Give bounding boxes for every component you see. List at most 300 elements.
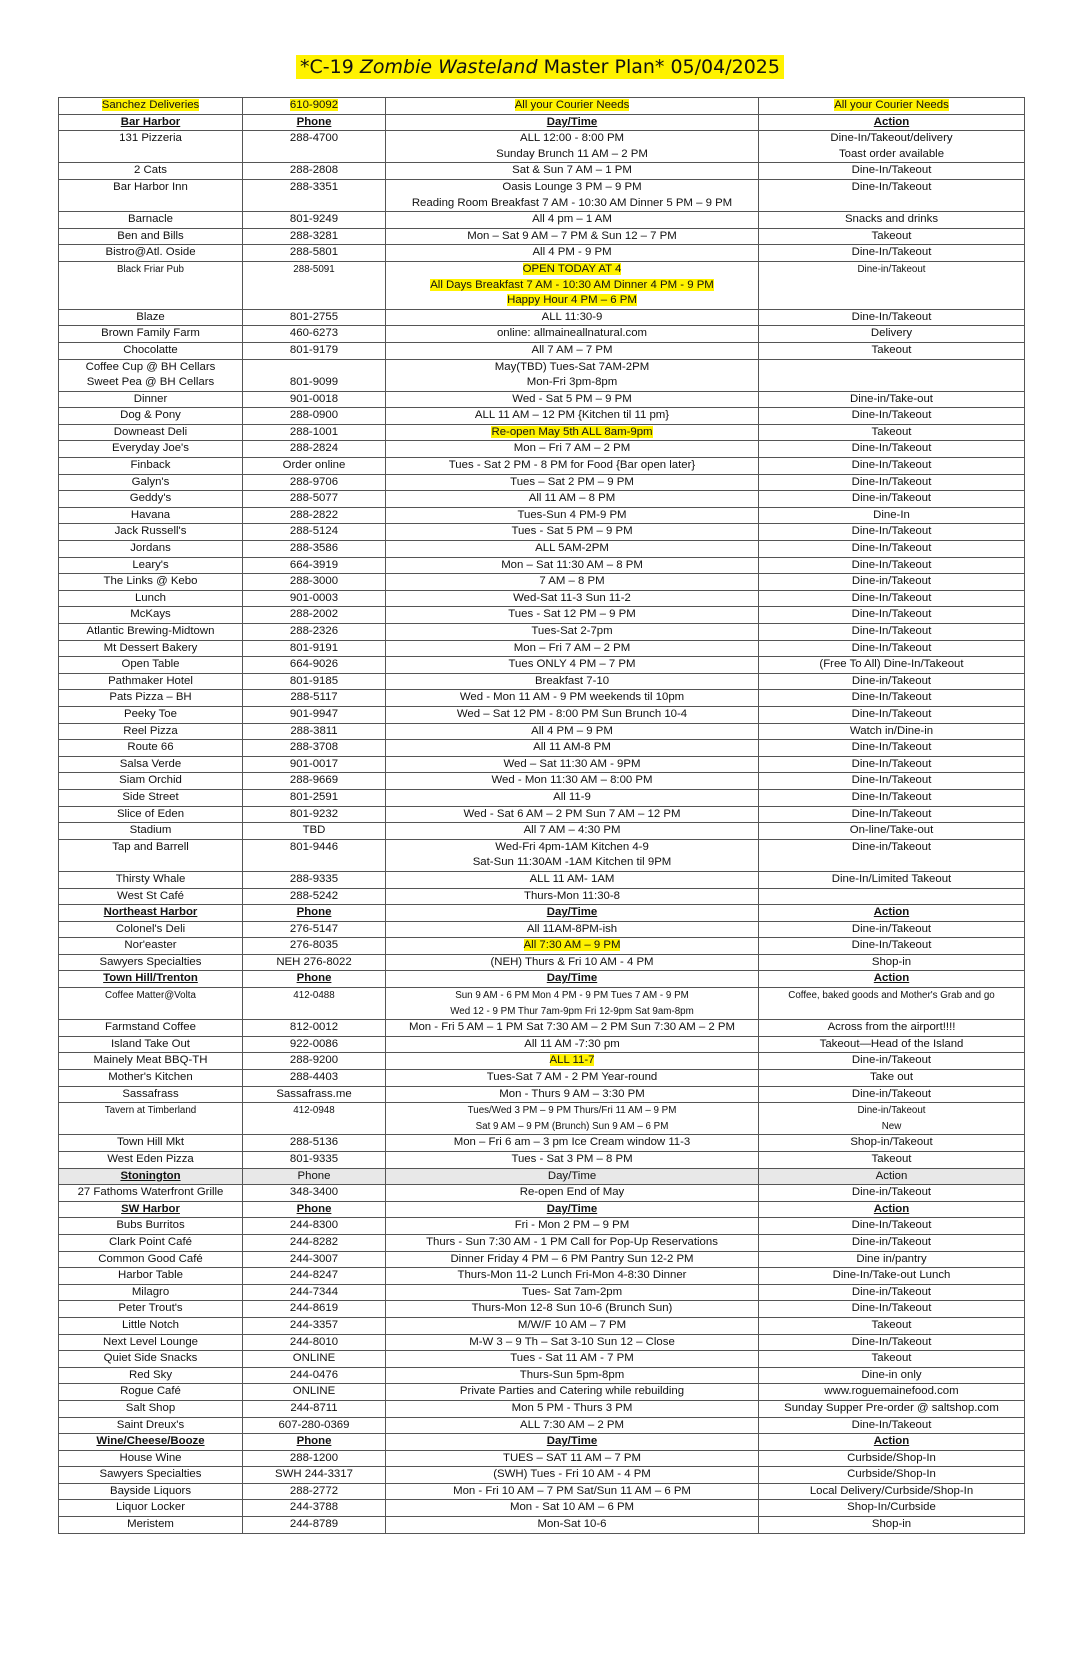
cell-line: Toast order available <box>838 147 945 160</box>
cell-line: All Days Breakfast 7 AM - 10:30 AM Dinner 4 PM - 9 PM <box>430 278 714 291</box>
cell-line: Dine-In/Takeout <box>851 542 932 555</box>
phone-cell <box>243 1317 386 1334</box>
cell-line: 288-3000 <box>289 575 339 588</box>
cell-line: Dine-In/Takeout <box>851 1418 932 1431</box>
table-row <box>59 1086 1025 1103</box>
action-cell <box>759 541 1025 558</box>
phone-cell <box>243 690 386 707</box>
cell-line: Phone <box>297 1169 331 1182</box>
table-row <box>59 131 1025 163</box>
day-time-cell <box>386 607 759 624</box>
cell-line: Sat 9 AM – 9 PM (Brunch) Sun 9 AM – 6 PM <box>475 1120 669 1132</box>
phone-cell <box>243 309 386 326</box>
business-name-cell <box>59 131 243 163</box>
cell-line: Dine-In/Takeout <box>851 807 932 820</box>
cell-line: 7 AM – 8 PM <box>539 575 605 588</box>
cell-line: The Links @ Kebo <box>103 575 198 588</box>
cell-line: online: allmaineallnatural.com <box>496 327 648 340</box>
cell-line: Salt Shop <box>125 1401 176 1414</box>
action-cell <box>759 1367 1025 1384</box>
business-name-cell <box>59 756 243 773</box>
action-cell <box>759 1500 1025 1517</box>
cell-line: ONLINE <box>292 1352 336 1365</box>
cell-line: All 4 PM - 9 PM <box>532 246 612 259</box>
cell-line: Takeout <box>871 1153 912 1165</box>
cell-line: Delivery <box>870 327 913 340</box>
business-name-cell <box>59 1384 243 1401</box>
cell-line: 801-9191 <box>289 641 339 654</box>
cell-line: Jordans <box>130 542 171 555</box>
business-name-cell <box>59 261 243 309</box>
cell-line: Wed – Sat 11:30 AM - 9PM <box>503 757 641 770</box>
cell-line: Dine-In/Takeout <box>851 707 932 720</box>
cell-line: 288-5124 <box>289 525 339 538</box>
cell-line: Tues ONLY 4 PM – 7 PM <box>508 658 636 671</box>
cell-line: Bar Harbor Inn <box>113 180 188 193</box>
table-row <box>59 640 1025 657</box>
day-time-cell <box>386 657 759 674</box>
cell-line: 244-8282 <box>289 1235 339 1248</box>
cell-line: Dine-In/Limited Takeout <box>831 872 952 885</box>
cell-line: Shop-in <box>871 955 912 968</box>
cell-line: Open Table <box>121 658 180 671</box>
day-time-cell <box>386 756 759 773</box>
phone-cell <box>243 740 386 757</box>
section-header-row <box>59 971 1025 988</box>
cell-line: 288-3708 <box>289 741 339 754</box>
table-body <box>59 98 1025 1534</box>
cell-line: Jack Russell's <box>114 525 187 538</box>
cell-line: Tues-Sun 4 PM-9 PM <box>517 508 627 521</box>
phone-cell <box>243 607 386 624</box>
business-name-cell <box>59 640 243 657</box>
title-italic: Zombie Wasteland <box>359 56 538 78</box>
cell-line: Tap and Barrell <box>112 840 189 853</box>
cell-line: Thurs - Sun 7:30 AM - 1 PM Call for Pop-Up Reservations <box>426 1235 718 1248</box>
day-time-cell <box>386 424 759 441</box>
cell-line: On-line/Take-out <box>849 824 934 837</box>
cell-line: Snacks and drinks <box>844 213 939 226</box>
table-row <box>59 574 1025 591</box>
business-name-cell <box>59 1020 243 1037</box>
business-name-cell <box>59 871 243 888</box>
cell-line: Town Hill Mkt <box>116 1136 185 1149</box>
cell-line: Dine-In/Takeout <box>851 409 932 422</box>
table-row <box>59 806 1025 823</box>
cell-line: Phone <box>296 1202 332 1215</box>
section-header-row <box>59 1168 1025 1185</box>
business-name-cell <box>59 723 243 740</box>
cell-line: 244-8619 <box>289 1302 339 1315</box>
action-cell <box>759 507 1025 524</box>
business-name-cell <box>59 1400 243 1417</box>
cell-line: Quiet Side Snacks <box>103 1352 198 1365</box>
phone-cell <box>243 971 386 988</box>
phone-cell <box>243 507 386 524</box>
table-row <box>59 1135 1025 1152</box>
title-highlight <box>296 55 784 79</box>
phone-cell <box>243 1053 386 1070</box>
cell-line: 244-7344 <box>289 1285 339 1298</box>
table-row <box>59 1500 1025 1517</box>
cell-line: Dine-In/Takeout <box>851 790 932 803</box>
table-row <box>59 1234 1025 1251</box>
action-cell <box>759 1103 1025 1135</box>
business-name-cell <box>59 441 243 458</box>
cell-line: Takeout <box>871 229 912 242</box>
table-row <box>59 1351 1025 1368</box>
cell-line: Dine-In/Takeout <box>851 164 932 177</box>
business-name-cell <box>59 1367 243 1384</box>
action-cell <box>759 391 1025 408</box>
business-name-cell <box>59 1467 243 1484</box>
phone-cell <box>243 839 386 871</box>
phone-cell <box>243 326 386 343</box>
cell-line: Stonington <box>120 1169 181 1182</box>
cell-line: Action <box>873 972 910 985</box>
cell-line: Action <box>873 1202 910 1215</box>
cell-line: Wed-Fri 4pm-1AM Kitchen 4-9 <box>495 840 649 853</box>
action-cell <box>759 359 1025 391</box>
action-cell <box>759 98 1025 115</box>
business-name-cell <box>59 179 243 211</box>
cell-line: 244-3007 <box>289 1252 339 1265</box>
action-cell <box>759 1334 1025 1351</box>
business-name-cell <box>59 1086 243 1103</box>
business-name-cell <box>59 524 243 541</box>
cell-line: 801-9335 <box>289 1153 339 1165</box>
table-row <box>59 359 1025 391</box>
phone-cell <box>243 424 386 441</box>
cell-line: All 11-9 <box>553 790 591 803</box>
day-time-cell <box>386 1168 759 1185</box>
cell-line: Sweet Pea @ BH Cellars <box>86 376 215 389</box>
phone-cell <box>243 245 386 262</box>
phone-cell <box>243 524 386 541</box>
cell-line: Action <box>873 115 910 128</box>
cell-line: 801-2755 <box>289 310 339 323</box>
day-time-cell <box>386 1284 759 1301</box>
business-name-cell <box>59 1301 243 1318</box>
phone-cell <box>243 163 386 180</box>
day-time-cell <box>386 1218 759 1235</box>
phone-cell <box>243 1400 386 1417</box>
action-cell <box>759 163 1025 180</box>
day-time-cell <box>386 131 759 163</box>
cell-line: Takeout <box>871 1352 912 1365</box>
cell-line: Action <box>873 1435 910 1448</box>
cell-line: 664-9026 <box>289 658 339 671</box>
cell-line: 276-5147 <box>289 922 339 935</box>
business-name-cell <box>59 458 243 475</box>
cell-line: Coffee Matter@Volta <box>105 990 196 1002</box>
cell-line: Red Sky <box>128 1368 173 1381</box>
business-name-cell <box>59 1417 243 1434</box>
phone-cell <box>243 441 386 458</box>
cell-line: Day/Time <box>546 1202 598 1215</box>
day-time-cell <box>386 1070 759 1087</box>
cell-line: Shop-in/Takeout <box>850 1136 933 1149</box>
business-name-cell <box>59 163 243 180</box>
cell-line: Takeout <box>871 1318 912 1331</box>
day-time-cell <box>386 971 759 988</box>
action-cell <box>759 1467 1025 1484</box>
phone-cell <box>243 1201 386 1218</box>
action-cell <box>759 1317 1025 1334</box>
day-time-cell <box>386 1020 759 1037</box>
cell-line: SW Harbor <box>121 1202 180 1215</box>
cell-line: (NEH) Thurs & Fri 10 AM - 4 PM <box>490 955 654 968</box>
action-cell <box>759 1234 1025 1251</box>
cell-line: Wed 12 - 9 PM Thur 7am-9pm Fri 12-9pm Sat 9am-8pm <box>450 1005 694 1017</box>
action-cell <box>759 1351 1025 1368</box>
phone-cell <box>243 590 386 607</box>
cell-line: Wed - Sat 5 PM – 9 PM <box>512 392 632 405</box>
day-time-cell <box>386 1334 759 1351</box>
cell-line: All 11 AM -7:30 pm <box>524 1037 620 1050</box>
phone-cell <box>243 391 386 408</box>
business-name-cell <box>59 1152 243 1169</box>
cell-line: Peter Trout's <box>118 1302 183 1315</box>
cell-line: Bubs Burritos <box>116 1219 185 1232</box>
cell-line: Bayside Liquors <box>109 1484 192 1497</box>
table-row <box>59 1070 1025 1087</box>
cell-line: Dine-in only <box>861 1368 922 1381</box>
cell-line: All your Courier Needs <box>514 99 630 111</box>
table-row <box>59 408 1025 425</box>
cell-line: NEH 276-8022 <box>276 955 352 968</box>
cell-line: Mon - Fri 5 AM – 1 PM Sat 7:30 AM – 2 PM Sun 7:30 AM – 2 PM <box>408 1021 736 1034</box>
action-cell <box>759 1450 1025 1467</box>
table-row <box>59 1400 1025 1417</box>
cell-line: Mon – Sat 9 AM – 7 PM & Sun 12 – 7 PM <box>467 229 677 242</box>
day-time-cell <box>386 1152 759 1169</box>
action-cell <box>759 789 1025 806</box>
cell-line: 288-3586 <box>289 542 339 555</box>
business-name-cell <box>59 823 243 840</box>
phone-cell <box>243 114 386 131</box>
action-cell <box>759 657 1025 674</box>
action-cell <box>759 309 1025 326</box>
business-name-cell <box>59 1168 243 1185</box>
table-row <box>59 723 1025 740</box>
cell-line: All 7:30 AM – 9 PM <box>523 939 621 952</box>
day-time-cell <box>386 228 759 245</box>
cell-line: Island Take Out <box>111 1037 190 1050</box>
table-row <box>59 871 1025 888</box>
cell-line: 288-5242 <box>289 889 339 902</box>
cell-line: ALL 11 AM- 1AM <box>529 872 615 885</box>
table-row <box>59 228 1025 245</box>
cell-line: 288-4700 <box>289 132 339 145</box>
action-cell <box>759 673 1025 690</box>
table-row <box>59 1218 1025 1235</box>
business-name-cell <box>59 954 243 971</box>
day-time-cell <box>386 1268 759 1285</box>
cell-line: Coffee, baked goods and Mother's Grab and go <box>788 990 995 1002</box>
cell-line: Bar Harbor <box>120 115 181 128</box>
action-cell <box>759 690 1025 707</box>
cell-line: Clark Point Café <box>109 1235 192 1248</box>
cell-line: All 7 AM – 4:30 PM <box>523 824 621 837</box>
day-time-cell <box>386 773 759 790</box>
cell-line: 288-1200 <box>289 1451 339 1464</box>
cell-line: Colonel's Deli <box>115 922 186 935</box>
phone-cell <box>243 557 386 574</box>
phone-cell <box>243 359 386 391</box>
cell-line: Dinner Friday 4 PM – 6 PM Pantry Sun 12-2 PM <box>450 1252 694 1265</box>
cell-line: 244-8300 <box>289 1219 339 1232</box>
cell-line: Wine/Cheese/Booze <box>96 1435 205 1448</box>
cell-line: 901-9947 <box>289 707 339 720</box>
cell-line: Dine-In/Takeout <box>851 246 932 259</box>
cell-line: Finback <box>130 459 171 472</box>
day-time-cell <box>386 309 759 326</box>
table-row <box>59 1103 1025 1135</box>
business-name-cell <box>59 1218 243 1235</box>
day-time-cell <box>386 1234 759 1251</box>
table-row <box>59 657 1025 674</box>
cell-line: Dine-In/Takeout <box>851 939 932 952</box>
cell-line: 288-5091 <box>293 263 335 275</box>
action-cell <box>759 706 1025 723</box>
phone-cell <box>243 1234 386 1251</box>
cell-line: 801-9249 <box>289 213 339 226</box>
cell-line: Day/Time <box>546 115 598 128</box>
cell-line: Sassafrass <box>122 1087 179 1100</box>
cell-line: Private Parties and Catering while rebuilding <box>459 1385 685 1398</box>
cell-line: Havana <box>130 508 171 521</box>
table-row <box>59 1517 1025 1534</box>
phone-cell <box>243 905 386 922</box>
action-cell <box>759 938 1025 955</box>
cell-line: Dine-in/Takeout <box>857 263 926 275</box>
cell-line: Dine in/pantry <box>856 1252 927 1265</box>
cell-line: Saint Dreux's <box>116 1418 185 1431</box>
cell-line: 288-5117 <box>290 691 338 704</box>
cell-line: Dinner <box>133 392 168 405</box>
table-row <box>59 823 1025 840</box>
cell-line: Meristem <box>127 1518 174 1531</box>
action-cell <box>759 1168 1025 1185</box>
phone-cell <box>243 458 386 475</box>
cell-line: Sawyers Specialties <box>99 1468 202 1481</box>
cell-line: Sat-Sun 11:30AM -1AM Kitchen til 9PM <box>472 856 672 869</box>
day-time-cell <box>386 706 759 723</box>
table-row <box>59 938 1025 955</box>
business-name-cell <box>59 309 243 326</box>
cell-line: M-W 3 – 9 Th – Sat 3-10 Sun 12 – Close <box>469 1335 675 1348</box>
cell-line: Sanchez Deliveries <box>101 99 200 111</box>
cell-line: Tues - Sat 12 PM – 9 PM <box>508 608 636 621</box>
business-name-cell <box>59 624 243 641</box>
business-name-cell <box>59 1103 243 1135</box>
phone-cell <box>243 1467 386 1484</box>
cell-line: Thurs-Sun 5pm-8pm <box>519 1368 625 1381</box>
cell-line: 244-8789 <box>289 1518 339 1531</box>
business-name-cell <box>59 921 243 938</box>
phone-cell <box>243 1268 386 1285</box>
action-cell <box>759 557 1025 574</box>
cell-line: Mon – Fri 7 AM – 2 PM <box>513 641 631 654</box>
cell-line: Sun 9 AM - 6 PM Mon 4 PM - 9 PM Tues 7 AM - 9 PM <box>455 990 689 1002</box>
cell-line: Order online <box>282 459 346 472</box>
table-row <box>59 673 1025 690</box>
phone-cell <box>243 1483 386 1500</box>
cell-line: Shop-in <box>871 1518 912 1531</box>
business-name-cell <box>59 408 243 425</box>
table-row <box>59 921 1025 938</box>
table-row <box>59 541 1025 558</box>
phone-cell <box>243 1417 386 1434</box>
cell-line: Dine-In/Takeout <box>851 1302 932 1315</box>
day-time-cell <box>386 1301 759 1318</box>
action-cell <box>759 921 1025 938</box>
action-cell <box>759 1036 1025 1053</box>
business-name-cell <box>59 391 243 408</box>
cell-line: 348-3400 <box>289 1186 339 1199</box>
cell-line: Ben and Bills <box>117 229 184 242</box>
table-row <box>59 212 1025 229</box>
day-time-cell <box>386 574 759 591</box>
table-row <box>59 474 1025 491</box>
day-time-cell <box>386 954 759 971</box>
cell-line: Dine-In/Take-out Lunch <box>832 1269 951 1282</box>
day-time-cell <box>386 408 759 425</box>
table-row <box>59 491 1025 508</box>
cell-line: Local Delivery/Curbside/Shop-In <box>809 1484 974 1497</box>
cell-line: Farmstand Coffee <box>105 1021 196 1034</box>
cell-line: Dine-In/Takeout <box>851 625 932 637</box>
table-row <box>59 590 1025 607</box>
day-time-cell <box>386 1517 759 1534</box>
day-time-cell <box>386 988 759 1020</box>
cell-line: Wed-Sat 11-3 Sun 11-2 <box>513 591 631 604</box>
cell-line: 27 Fathoms Waterfront Grille <box>77 1186 224 1199</box>
cell-line: Action <box>875 1169 908 1182</box>
phone-cell <box>243 1086 386 1103</box>
action-cell <box>759 245 1025 262</box>
business-name-cell <box>59 938 243 955</box>
table-row <box>59 326 1025 343</box>
cell-line: ALL 12:00 - 8:00 PM <box>519 132 625 145</box>
cell-line: Day/Time <box>546 906 598 919</box>
day-time-cell <box>386 1086 759 1103</box>
cell-line: Nor'easter <box>124 939 177 952</box>
business-name-cell <box>59 574 243 591</box>
cell-line: 131 Pizzeria <box>119 132 182 145</box>
cell-line: 801-9099 <box>289 376 339 389</box>
action-cell <box>759 474 1025 491</box>
business-name-cell <box>59 673 243 690</box>
title-prefix: *C-19 <box>300 56 360 78</box>
action-cell <box>759 624 1025 641</box>
cell-line: Day/Time <box>546 972 598 985</box>
business-name-cell <box>59 888 243 905</box>
action-cell <box>759 1384 1025 1401</box>
cell-line: 276-8035 <box>289 939 339 952</box>
cell-line: Happy Hour 4 PM – 6 PM <box>507 294 637 307</box>
phone-cell <box>243 1135 386 1152</box>
cell-line: Mt Dessert Bakery <box>103 641 198 654</box>
business-name-cell <box>59 607 243 624</box>
cell-line: Dine-In/Takeout <box>851 180 932 193</box>
cell-line: Siam Orchid <box>119 774 182 787</box>
phone-cell <box>243 1070 386 1087</box>
cell-line: Dine-In/Takeout/delivery <box>830 132 953 145</box>
cell-line: 288-2002 <box>289 608 339 621</box>
cell-line: Mon – Fri 6 am – 3 pm Ice Cream window 11-3 <box>453 1136 691 1149</box>
